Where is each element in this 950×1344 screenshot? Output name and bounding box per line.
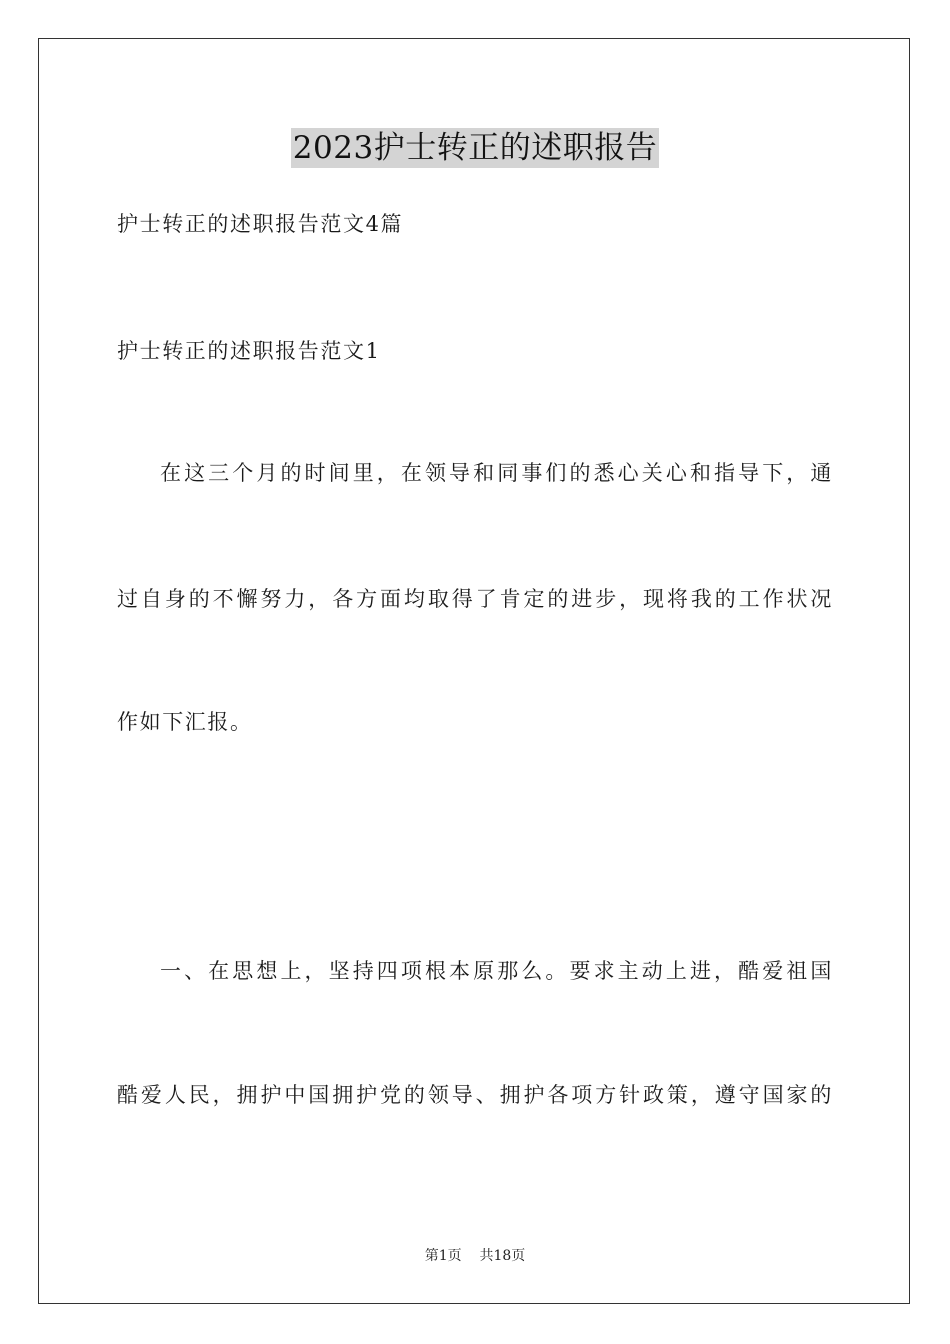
document-subtitle: 护士转正的述职报告范文4篇: [117, 212, 404, 236]
paragraph-line: 一、在思想上，坚持四项根本原那么。要求主动上进，酷爱祖国: [160, 959, 833, 983]
paragraph-line: 在这三个月的时间里，在领导和同事们的悉心关心和指导下，通: [160, 461, 833, 485]
paragraph-line: 酷爱人民，拥护中国拥护党的领导、拥护各项方针政策，遵守国家的: [117, 1083, 833, 1107]
paragraph-line: 过自身的不懈努力，各方面均取得了肯定的进步，现将我的工作状况: [117, 587, 833, 611]
paragraph-line: 作如下汇报。: [117, 710, 253, 734]
document-title: 2023护士转正的述职报告: [292, 130, 658, 166]
page-total: 共18页: [479, 1248, 526, 1264]
section-heading: 护士转正的述职报告范文1: [117, 339, 381, 363]
title-container: [0, 128, 950, 168]
page-number: 第1页: [424, 1248, 462, 1264]
page-footer: [0, 1246, 950, 1266]
